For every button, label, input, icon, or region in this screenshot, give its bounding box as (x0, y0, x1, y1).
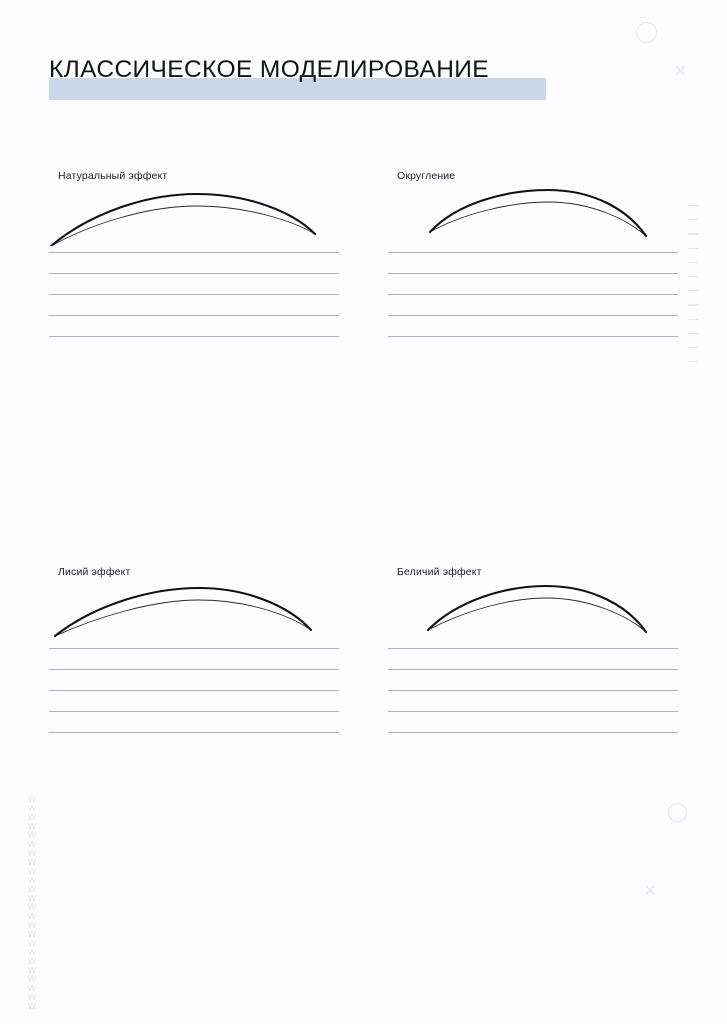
note-line (49, 690, 339, 691)
brow-card-label: Округление (397, 170, 456, 182)
brow-card-natural (49, 170, 339, 337)
brow-card-label: Лисий эффект (58, 566, 131, 578)
brow-card-label: Беличий эффект (397, 566, 482, 578)
note-lines (388, 252, 678, 337)
note-line (49, 336, 339, 337)
note-lines (388, 648, 678, 733)
eyebrow-outline-squirrel (388, 580, 678, 642)
note-line (388, 336, 678, 337)
x-mark-icon: × (674, 58, 687, 83)
zigzag-decoration: wwwwwwwwwwwwwwwwwwwwwwww (28, 793, 36, 1012)
note-line (49, 315, 339, 316)
brow-card-squirrel (388, 566, 678, 733)
note-line (388, 273, 678, 274)
brow-card-rounded (388, 170, 678, 337)
brow-card-fox (49, 566, 339, 733)
note-lines (49, 252, 339, 337)
brow-card-label: Натуральный эффект (58, 170, 168, 182)
note-line (49, 669, 339, 670)
note-line (49, 732, 339, 733)
note-line (49, 294, 339, 295)
eyebrow-outline-rounded (388, 184, 678, 246)
page-title: КЛАССИЧЕСКОЕ МОДЕЛИРОВАНИЕ (49, 56, 490, 83)
note-lines (49, 648, 339, 733)
note-line (388, 669, 678, 670)
note-line (388, 294, 678, 295)
note-line (388, 690, 678, 691)
x-mark-icon-2: × (644, 879, 657, 902)
note-line (388, 648, 678, 649)
note-line (388, 732, 678, 733)
note-line (388, 315, 678, 316)
note-line (49, 273, 339, 274)
note-line (49, 711, 339, 712)
eyebrow-outline-fox (49, 580, 339, 642)
eyebrow-outline-natural (49, 184, 339, 246)
note-line (388, 711, 678, 712)
note-line (49, 648, 339, 649)
note-line (49, 252, 339, 253)
note-line (388, 252, 678, 253)
